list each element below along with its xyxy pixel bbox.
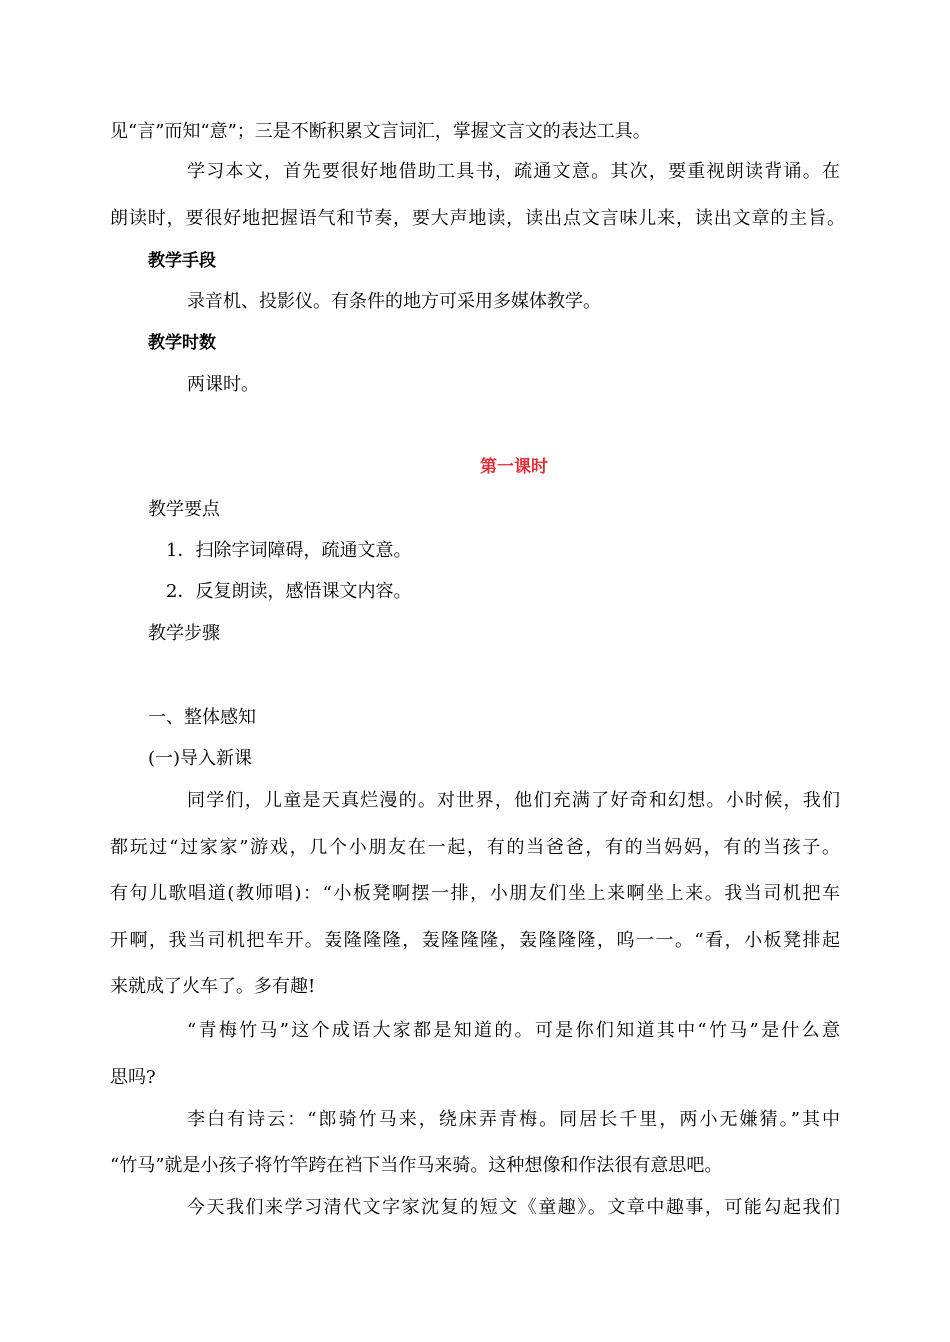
teaching-hours-text: 两课时。 <box>187 374 259 395</box>
paragraph-line: 今天我们来学习清代文字家沈复的短文《童趣》。文章中趣事，可能勾起我们 <box>187 1197 840 1218</box>
paragraph-line: 都玩过“过家家”游戏，几个小朋友在一起，有的当爸爸，有的当妈妈，有的当孩子。 <box>110 837 840 858</box>
paragraph-line: 同学们，儿童是天真烂漫的。对世界，他们充满了好奇和幻想。小时候，我们 <box>187 790 840 811</box>
paragraph-line: 开啊，我当司机把车开。轰隆隆隆，轰隆隆隆，轰隆隆隆，呜一一。“看，小板凳排起 <box>110 930 840 951</box>
teaching-point-item: 2．反复朗读，感悟课文内容。 <box>166 581 412 602</box>
teaching-steps-heading: 教学步骤 <box>148 623 220 644</box>
paragraph-line: 来就成了火车了。多有趣! <box>110 976 316 997</box>
section-heading: 一、整体感知 <box>148 707 256 728</box>
paragraph-line: 有句儿歌唱道(教师唱)：“小板凳啊摆一排，小朋友们坐上来啊坐上来。我当司机把车 <box>110 883 840 904</box>
teaching-hours-heading: 教学时数 <box>148 333 216 353</box>
intro-line-1: 见“言”而知“意”；三是不断积累文言词汇，掌握文言文的表达工具。 <box>110 121 651 142</box>
teaching-means-text: 录音机、投影仪。有条件的地方可采用多媒体教学。 <box>187 291 601 312</box>
teaching-points-heading: 教学要点 <box>148 499 220 520</box>
paragraph-line: “青梅竹马”这个成语大家都是知道的。可是你们知道其中“竹马”是什么意 <box>187 1020 840 1041</box>
paragraph-line: “竹马”就是小孩子将竹竿跨在裆下当作马来骑。这种想像和作法很有意思吧。 <box>110 1155 723 1176</box>
intro-paragraph-2-line-1: 学习本文，首先要很好地借助工具书，疏通文意。其次，要重视朗读背诵。在 <box>187 161 840 182</box>
teaching-point-item: 1．扫除字词障碍，疏通文意。 <box>166 540 412 561</box>
paragraph-line: 思吗? <box>110 1067 156 1088</box>
teaching-means-heading: 教学手段 <box>148 251 216 271</box>
subsection-heading: (一)导入新课 <box>148 748 253 769</box>
intro-paragraph-2-line-2: 朗读时，要很好地把握语气和节奏，要大声地读，读出点文言味儿来，读出文章的主旨。 <box>110 208 845 229</box>
lesson-title: 第一课时 <box>480 457 548 477</box>
paragraph-line: 李白有诗云：“郎骑竹马来，绕床弄青梅。同居长千里，两小无嫌猜。”其中 <box>187 1109 840 1130</box>
